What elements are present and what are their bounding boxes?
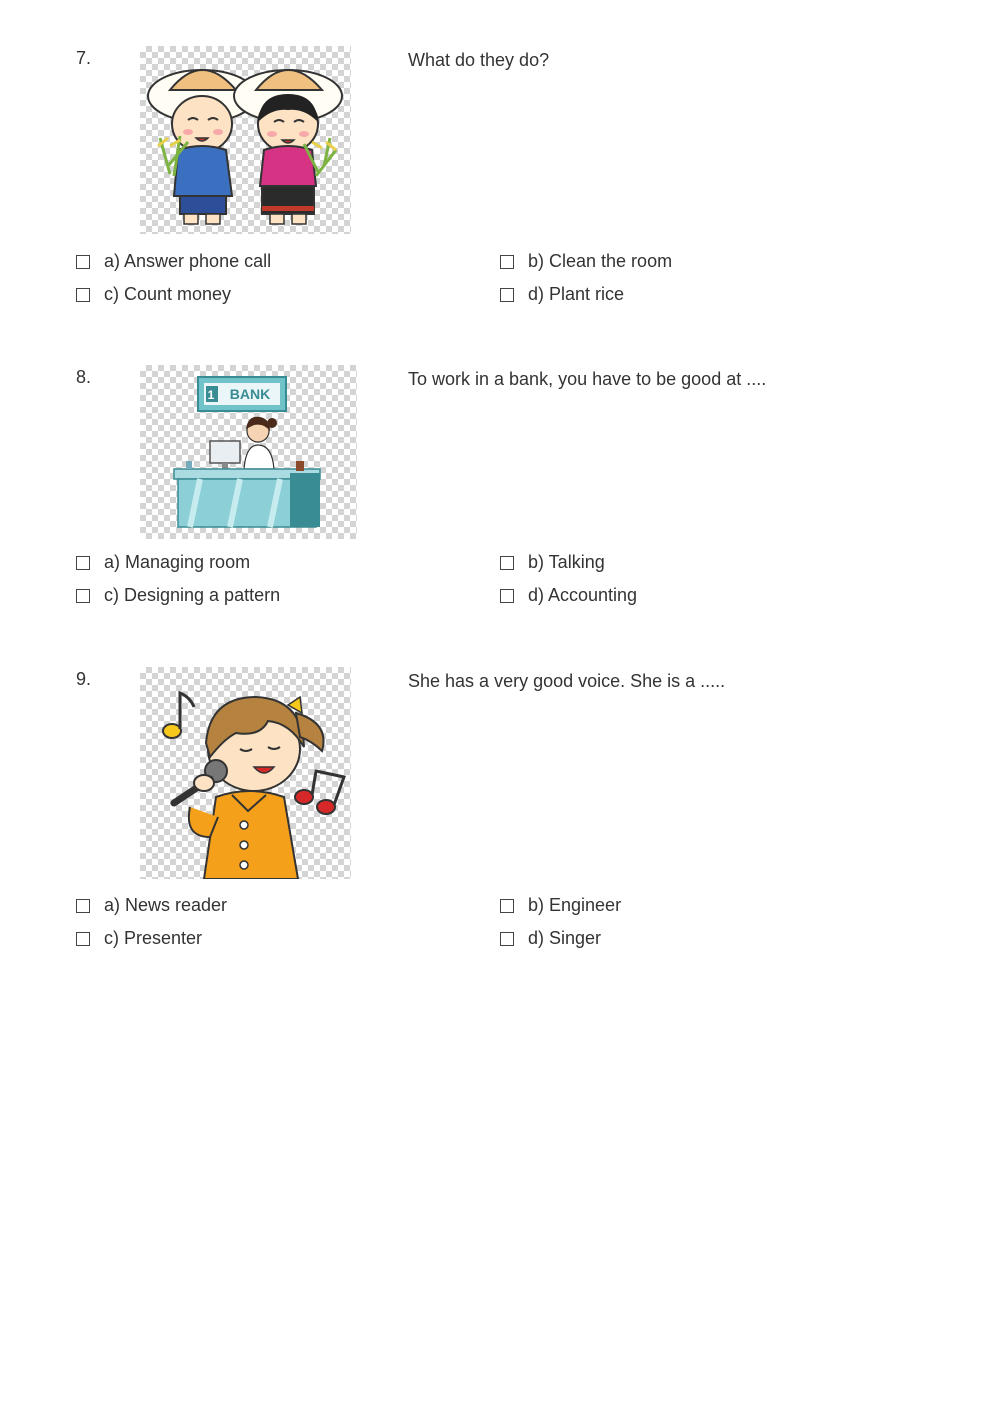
option-checkbox[interactable]	[76, 556, 90, 570]
option-label: b) Engineer	[528, 895, 622, 915]
option-label: c) Designing a pattern	[104, 585, 281, 605]
option-label: c) Count money	[104, 284, 232, 304]
option-checkbox[interactable]	[500, 255, 514, 269]
bank-teller-icon	[140, 365, 357, 539]
option-c[interactable]	[76, 284, 231, 305]
option-label: a) Managing room	[104, 552, 251, 572]
farmer-kids-image	[140, 46, 351, 234]
question-number: 9.	[76, 669, 92, 689]
option-d[interactable]	[500, 585, 637, 606]
option-a[interactable]	[76, 251, 271, 272]
option-a[interactable]	[76, 552, 250, 573]
option-label: a) News reader	[104, 895, 228, 915]
option-d[interactable]	[500, 928, 601, 949]
option-checkbox[interactable]	[76, 288, 90, 302]
option-label: d) Plant rice	[528, 284, 625, 304]
option-checkbox[interactable]	[500, 589, 514, 603]
singing-girl-icon	[140, 667, 351, 879]
option-checkbox[interactable]	[76, 932, 90, 946]
farmer-kids-icon	[140, 46, 351, 234]
option-label: d) Accounting	[528, 585, 638, 605]
option-checkbox[interactable]	[76, 589, 90, 603]
svg-text:1: 1	[207, 388, 215, 402]
option-b[interactable]	[500, 251, 672, 272]
option-checkbox[interactable]	[76, 899, 90, 913]
option-c[interactable]	[76, 928, 202, 949]
bank-teller-image	[140, 365, 357, 539]
question-number: 8.	[76, 367, 92, 387]
bank-sign-text: BANK	[229, 386, 271, 402]
option-label: b) Talking	[528, 552, 605, 572]
option-checkbox[interactable]	[76, 255, 90, 269]
question-prompt: She has a very good voice. She is a .....	[408, 671, 726, 691]
option-c[interactable]	[76, 585, 280, 606]
singing-girl-image	[140, 667, 351, 879]
question-number: 7.	[76, 48, 92, 68]
option-label: d) Singer	[528, 928, 602, 948]
question-prompt: To work in a bank, you have to be good at ....	[408, 369, 767, 389]
option-d[interactable]	[500, 284, 624, 305]
option-checkbox[interactable]	[500, 932, 514, 946]
option-label: a) Answer phone call	[104, 251, 272, 271]
option-b[interactable]	[500, 552, 605, 573]
option-b[interactable]	[500, 895, 621, 916]
question-prompt: What do they do?	[408, 50, 550, 70]
option-label: b) Clean the room	[528, 251, 673, 271]
option-label: c) Presenter	[104, 928, 203, 948]
option-a[interactable]	[76, 895, 227, 916]
option-checkbox[interactable]	[500, 288, 514, 302]
option-checkbox[interactable]	[500, 556, 514, 570]
option-checkbox[interactable]	[500, 899, 514, 913]
